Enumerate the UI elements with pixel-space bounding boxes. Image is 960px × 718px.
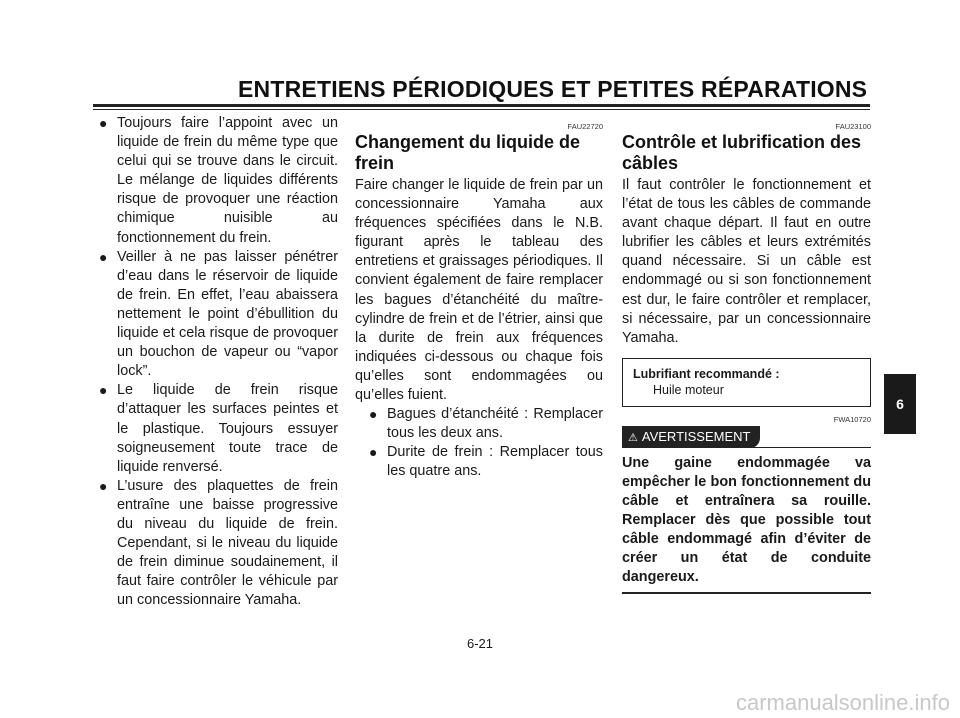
warning-badge: ⚠ AVERTISSEMENT bbox=[622, 426, 760, 448]
bullet-item: ● Durite de frein : Remplacer tous les quatre ans. bbox=[369, 444, 603, 480]
section-title-cables: Contrôle et lubrification des câbles bbox=[622, 132, 862, 173]
section-body: Faire changer le liquide de frein par un concessionnaire Yamaha aux fréquences spécifiées dans le N.B. figurant après le tableau des entretiens et graissages périodiques. Il convient également de faire remplacer les bagues d’étanchéité du maître-cylindre de frein et de l’étrier, ainsi que la durite de frein aux fréquences indiquées ci-dessous ou chaque fois qu’elles sont endommagées ou qu’elles fuient. bbox=[355, 177, 603, 404]
warning-header bbox=[622, 426, 871, 448]
header-rule-thick bbox=[93, 104, 870, 107]
column-middle bbox=[355, 114, 603, 482]
bullet-icon: ● bbox=[99, 382, 108, 399]
page-header-title: ENTRETIENS PÉRIODIQUES ET PETITES RÉPARATIONS bbox=[238, 76, 868, 102]
bullet-icon: ● bbox=[369, 406, 378, 423]
watermark: carmanualsonline.info bbox=[735, 690, 950, 715]
bullet-item: ● Le liquide de frein risque d’attaquer les surfaces peintes et le plastique. Toujours essuyer soigneusement toute trace de liquide renversé. bbox=[99, 382, 338, 475]
column-left bbox=[97, 114, 338, 610]
chapter-tab: 6 bbox=[884, 374, 916, 434]
warning-code: FWA10720 bbox=[833, 414, 871, 424]
warning-triangle-icon: ⚠ bbox=[628, 431, 638, 444]
recommended-lubricant-box bbox=[622, 358, 871, 407]
section-code: FAU23100 bbox=[835, 122, 871, 131]
bullet-item: ● Toujours faire l’appoint avec un liquide de frein du même type que celui qui se trouve dans le circuit. Le mélange de liquides différents risque de provoquer une réaction chimique nuisible au fonctionnement du frein. bbox=[99, 115, 338, 246]
bullet-icon: ● bbox=[369, 444, 378, 461]
bullet-item: ● Bagues d’étanchéité : Remplacer tous les deux ans. bbox=[369, 406, 603, 442]
page-number: 6-21 bbox=[466, 636, 494, 651]
bullet-item: ● L’usure des plaquettes de frein entraîne une baisse progressive du niveau du liquide de frein. Cependant, si le niveau du liquide de frein diminue soudainement, il faut faire contrôler le véhicule par un concessionnaire Yamaha. bbox=[99, 477, 338, 609]
warning-text: Une gaine endommagée va empêcher le bon fonctionnement du câble et entraînera sa rouille. Remplacer dès que possible tout câble endommagé afin d’éviter de créer un état de conduite dangereux. bbox=[622, 454, 871, 594]
column-right bbox=[622, 114, 871, 594]
bullet-icon: ● bbox=[99, 248, 108, 265]
bullet-icon: ● bbox=[99, 477, 108, 494]
section-title-brake-fluid: Changement du liquide de frein bbox=[355, 132, 581, 173]
box-title: Lubrifiant recommandé : bbox=[633, 366, 780, 381]
bullet-icon: ● bbox=[99, 115, 108, 131]
box-value: Huile moteur bbox=[653, 382, 724, 397]
section-code: FAU22720 bbox=[567, 122, 603, 131]
bullet-item: ● Veiller à ne pas laisser pénétrer d’eau dans le réservoir de liquide de frein. En effet, l’eau abaissera nettement le point d’ébullition du liquide et cela risque de provoquer un bouchon de vapeur ou “vapor lock”. bbox=[99, 248, 338, 380]
section-body: Il faut contrôler le fonctionnement et l’état de tous les câbles de commande avant chaque départ. Il faut en outre lubrifier les câbles et leurs extrémités quand nécessaire. Si un câble est endommagé ou si son fonctionnement est dur, le faire contrôler et remplacer, si nécessaire, par un concessionnaire Yamaha. bbox=[622, 177, 871, 346]
header-rule-thin bbox=[93, 109, 870, 110]
